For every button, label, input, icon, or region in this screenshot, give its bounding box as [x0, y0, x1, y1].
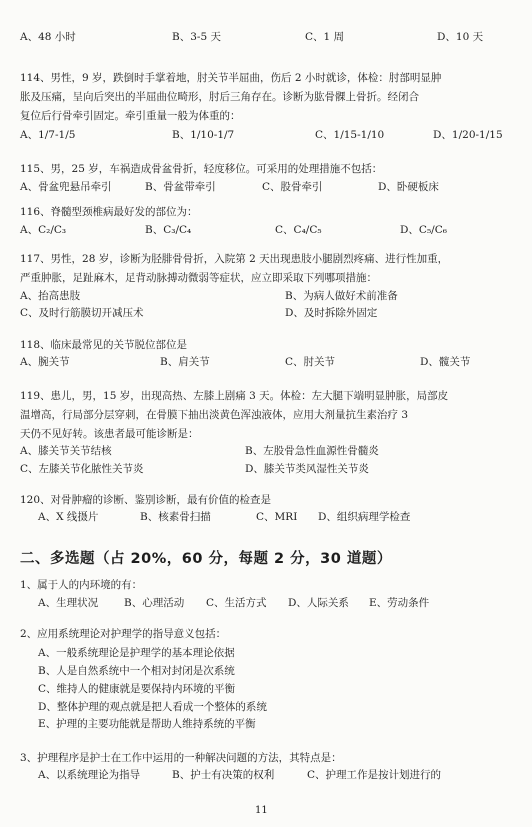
q114-option-b: B、1/10-1/7	[172, 129, 235, 141]
q116-option-c: C、C₄/C₅	[275, 224, 322, 236]
m1-stem: 1、属于人的内环境的有：	[20, 579, 143, 591]
m1-option-b: B、心理活动	[124, 597, 185, 609]
q120-option-c: C、MRI	[256, 511, 298, 523]
q120-option-a: A、X 线摄片	[38, 511, 99, 523]
q118-option-a: A、腕关节	[20, 356, 70, 368]
q115-stem: 115、男，25 岁，车祸造成骨盆骨折，轻度移位。可采用的处理措施不包括：	[20, 163, 383, 175]
m2-option-e: E、护理的主要功能就是帮助人维持系统的平衡	[38, 718, 256, 730]
q118-stem: 118、临床最常见的关节脱位部位是	[20, 339, 188, 351]
q113-option-d: D、10 天	[437, 31, 484, 43]
m3-option-c: C、护理工作是按计划进行的	[307, 769, 442, 781]
q117-stem-line-2: 严重肿胀，足趾麻木，足背动脉搏动微弱等症状，应立即采取下列哪项措施：	[20, 272, 377, 284]
m1-option-d: D、人际关系	[288, 597, 349, 609]
q114-option-c: C、1/15-1/10	[315, 129, 385, 141]
page-number: 11	[255, 805, 268, 816]
q113-option-c: C、1 周	[305, 31, 345, 43]
q117-option-c: C、及时行筋膜切开减压术	[20, 307, 144, 319]
m3-option-b: B、护士有决策的权利	[172, 769, 275, 781]
q118-option-c: C、肘关节	[285, 356, 336, 368]
q119-option-a: A、膝关节关节结核	[20, 445, 112, 457]
q118-option-b: B、肩关节	[160, 356, 210, 368]
m1-option-a: A、生理状况	[38, 597, 99, 609]
q116-stem: 116、脊髓型颈椎病最好发的部位为：	[20, 206, 198, 218]
m1-option-c: C、生活方式	[206, 597, 267, 609]
q117-option-a: A、抬高患肢	[20, 290, 81, 302]
q119-option-c: C、左膝关节化脓性关节炎	[20, 463, 144, 475]
q119-option-b: B、左股骨急性血源性骨髓炎	[245, 445, 379, 457]
q115-option-b: B、骨盆带牵引	[145, 181, 216, 193]
q117-stem-line-1: 117、男性，28 岁，诊断为胫腓骨骨折，入院第 2 天出现患肢小腿剧烈疼痛、进行性加重，	[20, 253, 449, 265]
m3-stem: 3、护理程序是护士在工作中运用的一种解决问题的方法，其特点是：	[20, 752, 342, 764]
q117-option-d: D、及时拆除外固定	[285, 307, 378, 319]
q116-option-d: D、C₅/C₆	[400, 224, 447, 236]
q118-option-d: D、髋关节	[420, 356, 471, 368]
q119-stem-line-3: 天仍不见好转。该患者最可能诊断是：	[20, 428, 199, 440]
q119-stem-line-1: 119、患儿，男，15 岁，出现高热、左膝上剧痛 3 天。体检：左大腿下端明显肿胀，局部皮	[20, 390, 449, 402]
m3-option-a: A、以系统理论为指导	[38, 769, 141, 781]
q119-stem-line-2: 温增高，行局部分层穿刺，在骨膜下抽出淡黄色浑浊液体，应用大剂量抗生素治疗 3	[20, 409, 409, 421]
m2-option-b: B、人是自然系统中一个相对封闭是次系统	[38, 665, 235, 677]
section-title-multiple-choice: 二、多选题（占 20%，60 分，每题 2 分，30 道题）	[20, 551, 392, 567]
m2-option-c: C、维持人的健康就是要保持内环境的平衡	[38, 683, 236, 695]
m2-stem: 2、应用系统理论对护理学的指导意义包括：	[20, 628, 227, 640]
m1-option-e: E、劳动条件	[369, 597, 430, 609]
q114-stem-line-2: 胀及压痛，呈向后突出的半屈曲位畸形，肘后三角存在。诊断为肱骨髁上骨折。经闭合	[20, 91, 419, 103]
q113-option-a: A、48 小时	[20, 31, 76, 43]
q114-option-a: A、1/7-1/5	[20, 129, 76, 141]
q114-stem-line-3: 复位后行骨牵引固定。牵引重量一般为体重的：	[20, 110, 241, 122]
q114-option-d: D、1/20-1/15	[433, 129, 503, 141]
m2-option-a: A、一般系统理论是护理学的基本理论依据	[38, 647, 235, 659]
q115-option-d: D、卧硬板床	[378, 181, 439, 193]
q120-stem: 120、对骨肿瘤的诊断、鉴别诊断，最有价值的检查是	[20, 494, 272, 506]
m2-option-d: D、整体护理的观点就是把人看成一个整体的系统	[38, 701, 267, 713]
q116-option-b: B、C₃/C₄	[145, 224, 192, 236]
q120-option-d: D、组织病理学检查	[318, 511, 411, 523]
q114-stem-line-1: 114、男性，9 岁，跌倒时手掌着地，肘关节半屈曲，伤后 2 小时就诊，体检：肘部明显肿	[20, 72, 442, 84]
q117-option-b: B、为病人做好术前准备	[285, 290, 398, 302]
q113-option-b: B、3-5 天	[172, 31, 221, 43]
q120-option-b: B、核素骨扫描	[140, 511, 211, 523]
q116-option-a: A、C₂/C₃	[20, 224, 67, 236]
q115-option-c: C、股骨牵引	[262, 181, 323, 193]
q115-option-a: A、骨盆兜悬吊牵引	[20, 181, 112, 193]
q119-option-d: D、膝关节类风湿性关节炎	[245, 463, 369, 475]
